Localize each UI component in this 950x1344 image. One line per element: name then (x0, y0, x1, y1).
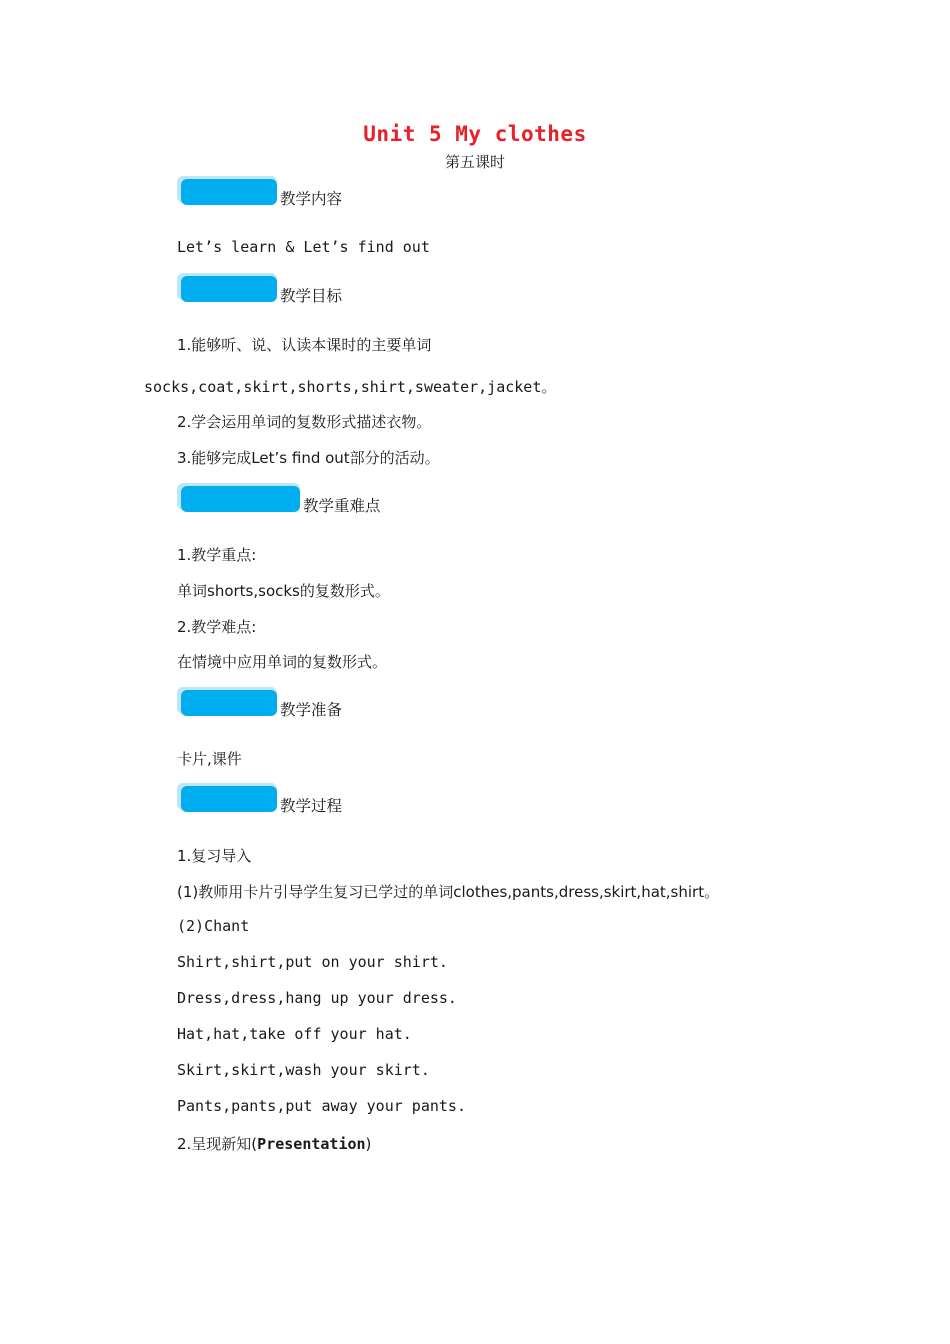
section-header-process (177, 781, 342, 813)
section-header-prep (177, 685, 342, 717)
key-point-2-text: 在情境中应用单词的复数形式。 (177, 653, 388, 671)
section-label: 教学准备 (280, 701, 343, 719)
section-badge (177, 273, 277, 303)
chant-line: Pants,pants,put away your pants. (177, 1097, 466, 1115)
process-step-1b: (2)Chant (177, 917, 250, 935)
section-label: 教学目标 (280, 287, 343, 305)
section-badge (177, 483, 300, 513)
process-step-1: 1.复习导入 (177, 847, 252, 865)
process-step-2-prefix: 2.呈现新知( (177, 1135, 258, 1153)
lesson-subtitle: 第五课时 (444, 153, 505, 171)
content-text: Let’s learn & Let’s find out (177, 238, 430, 256)
goal-1: 1.能够听、说、认读本课时的主要单词 (177, 336, 432, 354)
chant-line: Dress,dress,hang up your dress. (177, 989, 457, 1007)
section-header-goals (177, 271, 342, 303)
process-step-2-suffix: ) (365, 1135, 372, 1153)
section-badge (177, 687, 277, 717)
key-point-1-heading: 1.教学重点: (177, 546, 257, 564)
process-step-2 (177, 1133, 371, 1154)
goal-1-words: socks,coat,skirt,shorts,shirt,sweater,jacket。 (144, 378, 557, 396)
chant-line: Skirt,skirt,wash your skirt. (177, 1061, 430, 1079)
prep-text: 卡片,课件 (177, 750, 242, 768)
key-point-2-heading: 2.教学难点: (177, 618, 257, 636)
section-header-key-points (177, 481, 381, 513)
goal-3: 3.能够完成Let’s find out部分的活动。 (177, 449, 440, 467)
section-label: 教学过程 (280, 797, 343, 815)
goal-2: 2.学会运用单词的复数形式描述衣物。 (177, 413, 432, 431)
section-header-content (177, 174, 342, 206)
section-label: 教学内容 (280, 190, 343, 208)
chant-line: Hat,hat,take off your hat. (177, 1025, 412, 1043)
section-badge (177, 176, 277, 206)
key-point-1-text: 单词shorts,socks的复数形式。 (177, 582, 390, 600)
section-label: 教学重难点 (303, 497, 381, 515)
process-step-2-keyword: Presentation (257, 1135, 366, 1153)
chant-line: Shirt,shirt,put on your shirt. (177, 953, 448, 971)
section-badge (177, 783, 277, 813)
page-title: Unit 5 My clothes (363, 122, 587, 146)
process-step-1a: (1)教师用卡片引导学生复习已学过的单词clothes,pants,dress,skirt,hat,shirt。 (177, 883, 720, 901)
